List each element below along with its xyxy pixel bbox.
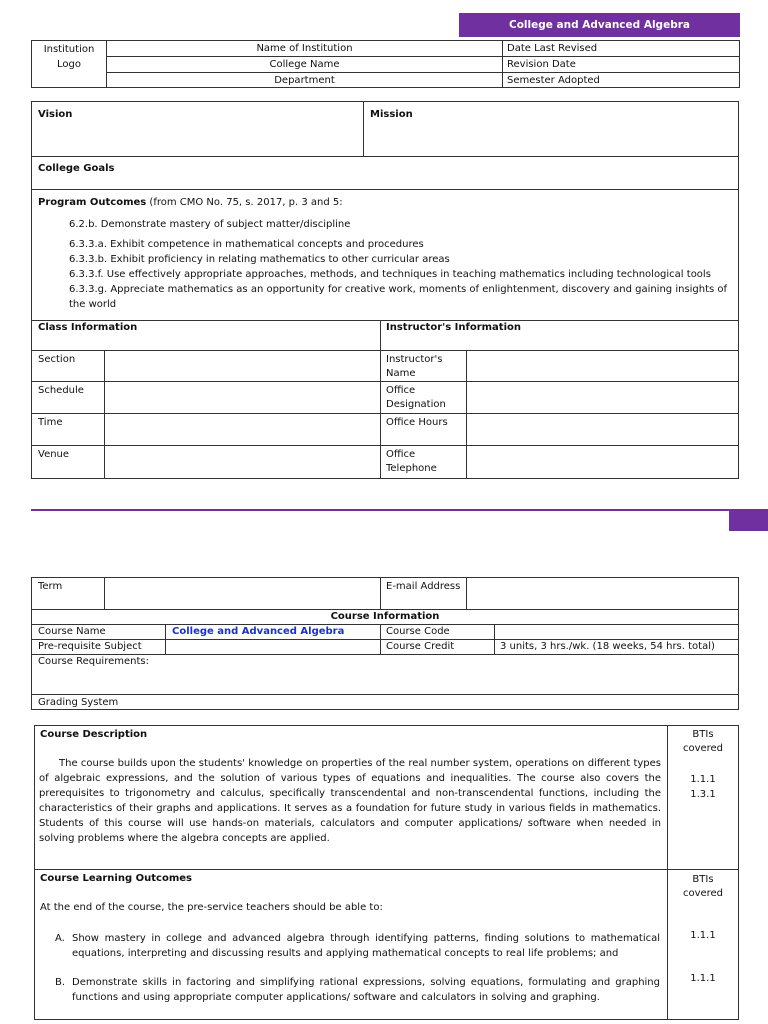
course-info-table: [31, 609, 739, 710]
divider: [32, 156, 738, 157]
divider: [35, 869, 738, 870]
bti-item: 1.1.1: [690, 930, 716, 941]
divider: [32, 189, 738, 190]
col-divider: [380, 624, 381, 654]
page-break-marker: [729, 509, 768, 531]
document-title: [459, 13, 740, 37]
course-code-label: Course Code: [386, 626, 450, 637]
schedule-label: Schedule: [38, 385, 84, 396]
course-description-text: The course builds upon the students' knowledge on properties of the real number system, operations on different types of algebraic expressions, and the solution of various types of equations and inequalities. The course also covers the prerequisites to trigonometry and calculus, specifically transcendental and non-transcendental functions, including the characteristics of their graphs and applications. It serves as a foundation for future study in various fields in mathematics. Students of this course will use hands-on materials, calculators and computer applications/ software when needed in solving problems where the algebra concepts are applied.: [39, 758, 661, 844]
vision-label: Vision: [38, 109, 73, 120]
col-divider: [165, 624, 166, 654]
course-requirements-label: Course Requirements:: [38, 656, 149, 667]
email-divider: [466, 578, 467, 609]
instructor-col-divider: [466, 350, 467, 478]
course-name-value: College and Advanced Algebra: [172, 626, 345, 637]
office-telephone-label: Office Telephone: [386, 449, 437, 474]
header-table: [31, 40, 740, 88]
vision-mission-divider: [363, 102, 364, 156]
document-title-text: College and Advanced Algebra: [509, 19, 690, 31]
revision-date: Revision Date: [503, 56, 739, 72]
college-name: College Name: [107, 56, 502, 72]
term-label: Term: [38, 581, 63, 592]
mission-label: Mission: [370, 109, 413, 120]
date-last-revised: Date Last Revised: [507, 43, 598, 54]
college-goals-label: College Goals: [38, 163, 115, 174]
program-outcome-item: 6.2.b. Demonstrate mastery of subject matter/discipline: [69, 219, 351, 230]
syllabus-block: [31, 101, 739, 479]
program-outcome-item: 6.3.3.a. Exhibit competence in mathematical concepts and procedures: [69, 239, 424, 250]
outcome-marker: A.: [55, 933, 65, 944]
divider: [32, 445, 738, 446]
course-credit-label: Course Credit: [386, 641, 455, 652]
bti-item: 1.1.1: [690, 774, 716, 785]
term-divider: [104, 578, 105, 609]
program-outcome-item: 6.3.3.b. Exhibit proficiency in relating mathematics to other curricular areas: [69, 254, 450, 265]
divider: [32, 350, 738, 351]
bti-item: 1.3.1: [690, 789, 716, 800]
divider: [32, 413, 738, 414]
section-label: Section: [38, 354, 76, 365]
instructor-name-label: Instructor's Name: [386, 354, 443, 379]
email-label: E-mail Address: [386, 581, 461, 592]
program-outcomes-source: (from CMO No. 75, s. 2017, p. 3 and 5:: [146, 197, 343, 208]
semester-adopted: Semester Adopted: [503, 72, 739, 87]
class-col-divider: [104, 350, 105, 478]
course-description-label: Course Description: [40, 729, 148, 740]
program-outcome-item: 6.3.3.f. Use effectively appropriate approaches, methods, and techniques in teaching mathematics including technological tools: [69, 269, 711, 280]
btis-covered-label: BTIs covered: [682, 729, 724, 754]
instructor-info-label: Instructor's Information: [386, 322, 521, 333]
info-divider: [380, 320, 381, 478]
course-name-label: Course Name: [38, 626, 106, 637]
learning-outcomes-label: Course Learning Outcomes: [40, 873, 192, 884]
time-label: Time: [38, 417, 63, 428]
header-middle: [106, 41, 502, 87]
program-outcome-item: 6.3.3.g. Appreciate mathematics as an opportunity for creative work, moments of enlightenment, discovery and gaining insights of the world: [69, 284, 728, 310]
col-divider: [494, 624, 495, 654]
course-credit-value: 3 units, 3 hrs./wk. (18 weeks, 54 hrs. total): [500, 641, 715, 652]
outcome-marker: B.: [55, 977, 66, 988]
program-outcomes-heading: [34, 195, 734, 211]
prerequisite-label: Pre-requisite Subject: [38, 641, 142, 652]
term-divider: [380, 578, 381, 609]
outcome-text: Show mastery in college and advanced algebra through identifying patterns, finding solutions to mathematical equations, interpreting and discussing results and applying mathematical concepts to real life problems; and: [72, 933, 660, 959]
grading-system-label: Grading System: [38, 697, 119, 708]
page-break-line: [31, 509, 729, 511]
office-designation-label: Office Designation: [386, 385, 446, 410]
course-info-label: Course Information: [330, 611, 440, 622]
term-table: [31, 577, 739, 610]
office-hours-label: Office Hours: [386, 417, 448, 428]
outcome-text: Demonstrate skills in factoring and simplifying rational expressions, solving equations, formulating and graphing functions and using appropriate computer applications/ software and calculators in solving and graphing.: [72, 977, 660, 1003]
learning-outcomes-intro: At the end of the course, the pre-service teachers should be able to:: [40, 902, 383, 913]
institution-name: Name of Institution: [256, 43, 353, 54]
divider: [32, 694, 738, 695]
course-description-table: [34, 725, 739, 1020]
department: Department: [107, 72, 502, 87]
btis-covered-label: BTIs covered: [682, 874, 724, 899]
header-right: [502, 41, 739, 87]
class-info-label: Class Information: [38, 322, 138, 333]
institution-logo: Institution Logo: [43, 44, 95, 70]
bti-item: 1.1.1: [690, 973, 716, 984]
venue-label: Venue: [38, 449, 70, 460]
program-outcomes-label: Program Outcomes: [38, 197, 147, 208]
